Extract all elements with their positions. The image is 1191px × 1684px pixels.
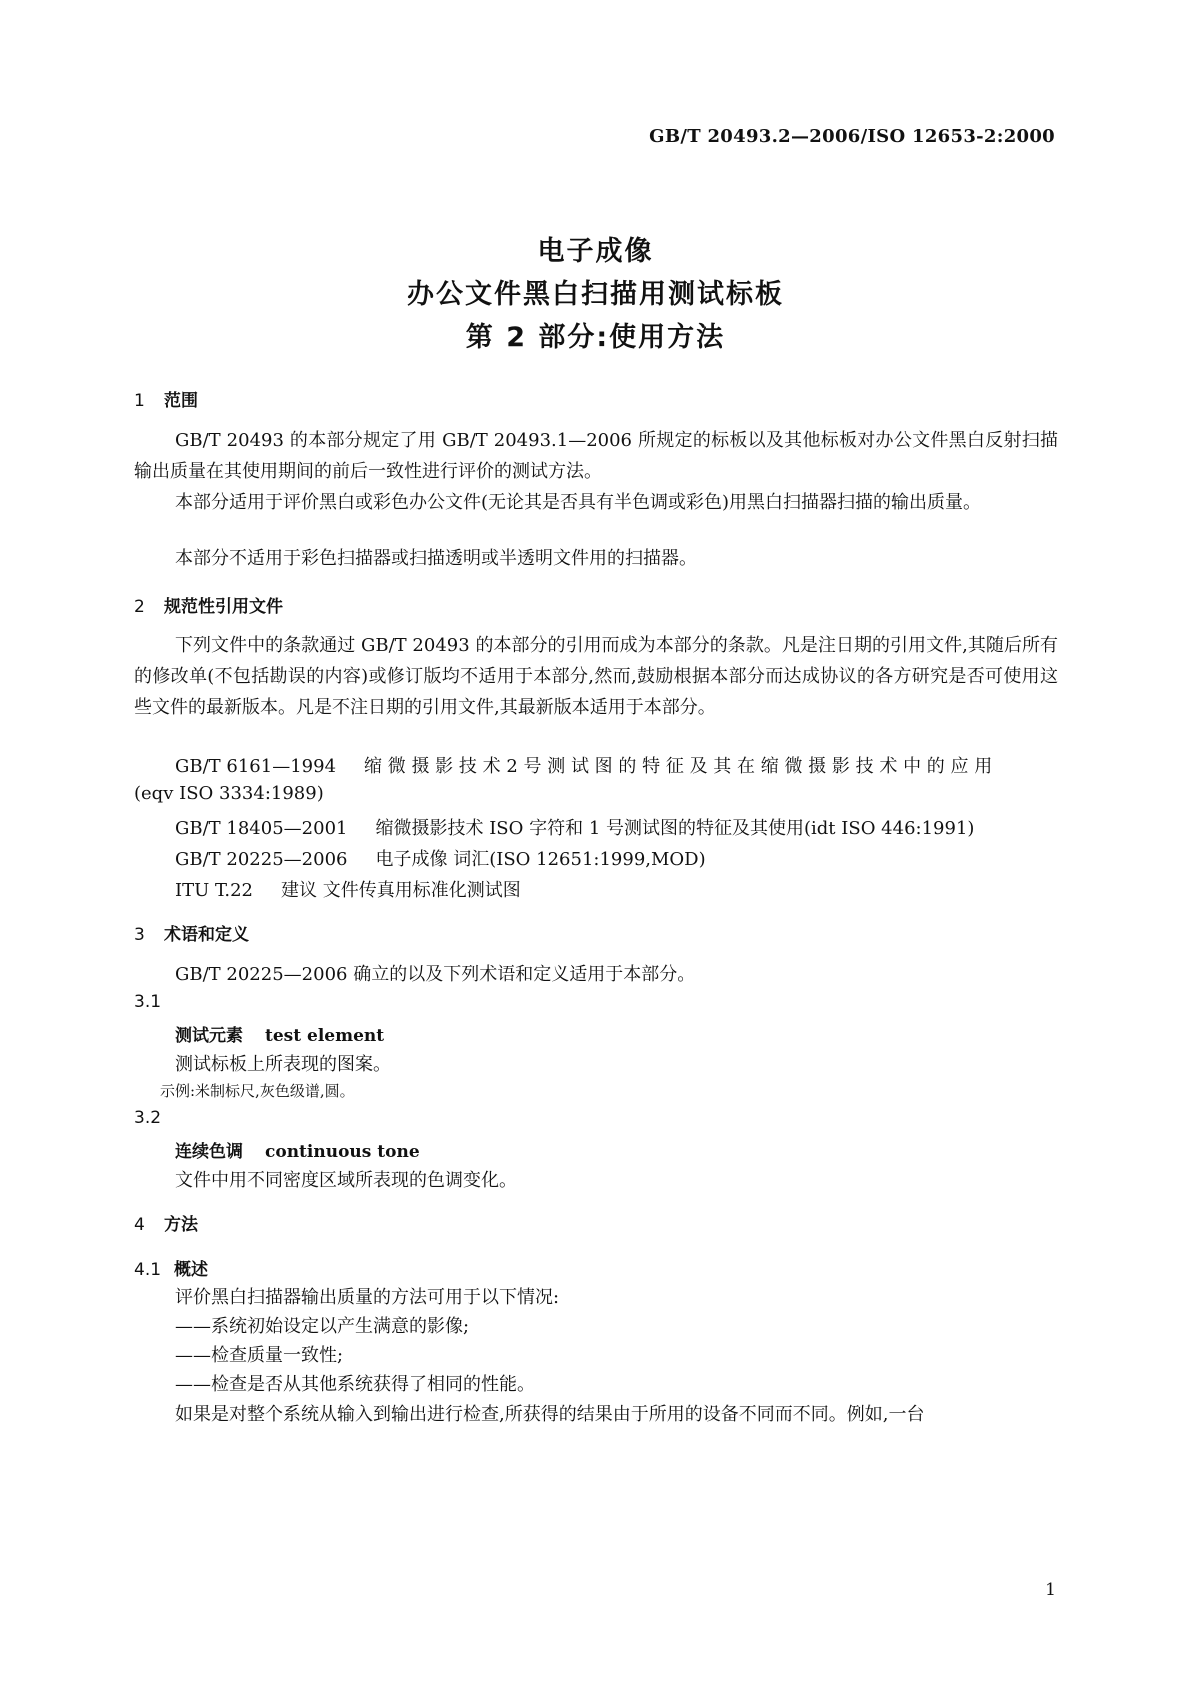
section-number: 3 — [134, 925, 145, 945]
section-3-heading — [134, 920, 249, 945]
reference-item — [175, 845, 706, 871]
section-3-paragraph-1: GB/T 20225—2006 确立的以及下列术语和定义适用于本部分。 — [175, 964, 696, 985]
term-example: 示例:米制标尺,灰色级谱,圆。 — [160, 1082, 355, 1100]
term-english: test element — [265, 1026, 385, 1046]
section-title: 术语和定义 — [164, 925, 249, 945]
term-definition: 文件中用不同密度区域所表现的色调变化。 — [175, 1170, 517, 1191]
subsection-number: 4.1 — [134, 1260, 162, 1280]
section-1-paragraph-2: 本部分适用于评价黑白或彩色办公文件(无论其是否具有半色调或彩色)用黑白扫描器扫描的输出质量。 — [175, 492, 982, 513]
section-title: 方法 — [164, 1215, 198, 1235]
list-item: ——检查是否从其他系统获得了相同的性能。 — [175, 1374, 535, 1395]
term-heading — [175, 1021, 384, 1046]
document-title — [0, 230, 1191, 359]
term-english: continuous tone — [265, 1142, 420, 1162]
title-line-1: 电子成像 — [537, 236, 654, 267]
reference-item — [175, 814, 974, 840]
reference-title: 电子成像 词汇(ISO 12651:1999,MOD) — [375, 849, 706, 870]
reference-item — [175, 752, 992, 778]
section-number: 2 — [134, 597, 145, 617]
reference-title: 缩微摄影技术 ISO 字符和 1 号测试图的特征及其使用(idt ISO 446:1991) — [375, 818, 975, 839]
standard-code: GB/T 20493.2—2006/ISO 12653-2:2000 — [649, 126, 1055, 147]
term-number: 3.1 — [134, 992, 162, 1012]
list-item: ——系统初始设定以产生满意的影像; — [175, 1316, 470, 1337]
reference-code: GB/T 20225—2006 — [175, 849, 348, 870]
subsection-4-1-heading — [134, 1255, 208, 1280]
term-definition: 测试标板上所表现的图案。 — [175, 1054, 391, 1075]
title-line-3: 第 2 部分:使用方法 — [465, 322, 726, 353]
reference-code: ITU T.22 — [175, 880, 253, 901]
reference-code: GB/T 6161—1994 — [175, 756, 337, 777]
reference-title: 建议 文件传真用标准化测试图 — [281, 880, 521, 901]
section-1-paragraph-1: GB/T 20493 的本部分规定了用 GB/T 20493.1—2006 所规定的标板以及其他标板对办公文件黑白反射扫描输出质量在其使用期间的前后一致性进行评价的测试方法。 — [134, 430, 1058, 482]
section-1-heading — [134, 386, 198, 411]
list-item: ——检查质量一致性; — [175, 1345, 344, 1366]
reference-title: 缩 微 摄 影 技 术 2 号 测 试 图 的 特 征 及 其 在 缩 微 摄 影 技 术 中 的 应 用 — [364, 756, 993, 777]
section-4-paragraph-2: 如果是对整个系统从输入到输出进行检查,所获得的结果由于所用的设备不同而不同。例如,一台 — [175, 1404, 925, 1425]
section-4-heading — [134, 1210, 198, 1235]
section-1-paragraph-3: 本部分不适用于彩色扫描器或扫描透明或半透明文件用的扫描器。 — [175, 548, 697, 569]
reference-item — [175, 876, 521, 902]
section-number: 4 — [134, 1215, 145, 1235]
section-title: 范围 — [164, 391, 198, 411]
term-chinese: 连续色调 — [175, 1142, 243, 1162]
page-number: 1 — [1045, 1580, 1056, 1600]
section-4-paragraph-1: 评价黑白扫描器输出质量的方法可用于以下情况: — [175, 1287, 560, 1308]
term-chinese: 测试元素 — [175, 1026, 243, 1046]
reference-code: GB/T 18405—2001 — [175, 818, 348, 839]
section-number: 1 — [134, 391, 145, 411]
term-number: 3.2 — [134, 1108, 162, 1128]
subsection-title: 概述 — [174, 1260, 208, 1280]
section-title: 规范性引用文件 — [164, 597, 283, 617]
reference-continuation: (eqv ISO 3334:1989) — [134, 783, 324, 804]
section-2-paragraph-1: 下列文件中的条款通过 GB/T 20493 的本部分的引用而成为本部分的条款。凡是注日期的引用文件,其随后所有的修改单(不包括勘误的内容)或修订版均不适用于本部分,然而,鼓励根据本部分而达成协议的各方研究是否可使用这些文件的最新版本。凡是不注日期的引用文件,其最新版本适用于本部分。 — [134, 635, 1058, 718]
term-heading — [175, 1137, 420, 1162]
section-2-heading — [134, 592, 283, 617]
title-line-2: 办公文件黑白扫描用测试标板 — [407, 279, 784, 310]
